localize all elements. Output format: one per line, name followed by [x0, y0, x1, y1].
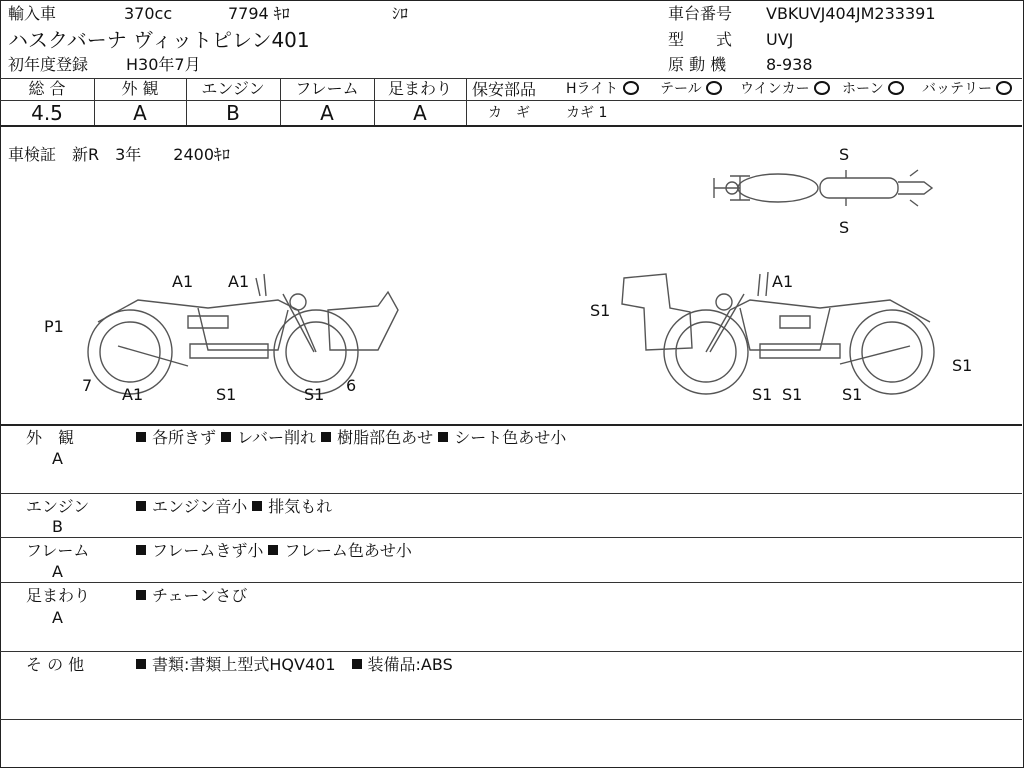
- first-registration: H30年7月: [126, 55, 201, 74]
- divider: [0, 424, 1022, 426]
- note-label-frame: フレーム: [26, 541, 90, 560]
- frame-no: VBKUVJ404JM233391: [766, 4, 936, 23]
- key-value: カギ 1: [566, 105, 608, 121]
- score-suspension: A: [413, 101, 427, 125]
- mark-left: P1: [44, 317, 64, 336]
- check-circle-icon: [623, 81, 639, 95]
- score-header-overall: 総 合: [28, 79, 66, 98]
- displacement: 370cc: [124, 4, 173, 23]
- note-grade-exterior: A: [52, 449, 63, 468]
- divider: [0, 651, 1022, 652]
- divider: [0, 125, 1022, 127]
- check-circle-icon: [706, 81, 722, 95]
- score-engine: B: [226, 101, 240, 125]
- safety-item-headlight: Hライト: [566, 82, 639, 96]
- safety-item-horn: ホーン: [842, 82, 904, 96]
- note-grade-suspension: A: [52, 608, 63, 627]
- divider: [0, 493, 1022, 494]
- divider: [0, 582, 1022, 583]
- note-items-other: 書類:書類上型式HQV401 装備品:ABS: [136, 657, 453, 673]
- frame-no-label: 車台番号: [668, 4, 733, 23]
- divider: [0, 537, 1022, 538]
- first-registration-label: 初年度登録: [8, 55, 89, 74]
- color: ｼﾛ: [392, 4, 409, 23]
- mark-right: S1: [752, 385, 773, 404]
- score-header-frame: フレーム: [295, 79, 359, 98]
- model-name: ハスクバーナ ヴィットピレン401: [8, 28, 310, 52]
- note-label-exterior: 外 観: [26, 428, 75, 447]
- motorcycle-top-view-diagram: [700, 145, 940, 238]
- mark-right: A1: [772, 272, 794, 291]
- mark-left: A1: [122, 385, 144, 404]
- mark-right: S1: [842, 385, 863, 404]
- divider: [0, 719, 1022, 720]
- score-header-exterior: 外 観: [121, 79, 159, 98]
- engine-code: 8-938: [766, 55, 813, 74]
- note-items-frame: フレームきず小 フレーム色あせ小: [136, 543, 412, 559]
- score-exterior: A: [133, 101, 147, 125]
- score-frame: A: [320, 101, 334, 125]
- divider: [466, 100, 1022, 101]
- note-label-suspension: 足まわり: [26, 586, 91, 605]
- safety-label: 保安部品: [472, 80, 537, 99]
- inspection-info: 車検証 新R 3年 2400ｷﾛ: [8, 145, 231, 164]
- safety-item-tail: テール: [660, 82, 722, 96]
- mark-top-s: S: [839, 145, 850, 164]
- mark-left: 6: [346, 376, 357, 395]
- note-label-other: そ の 他: [26, 655, 85, 674]
- key-label: カ ギ: [488, 105, 530, 121]
- mark-right: S1: [952, 356, 973, 375]
- type-value: UVJ: [766, 30, 794, 49]
- mileage: 7794 ｷﾛ: [228, 4, 290, 23]
- note-items-suspension: チェーンさび: [136, 588, 247, 604]
- divider: [466, 78, 467, 125]
- score-overall: 4.5: [31, 101, 63, 125]
- mark-left: 7: [82, 376, 93, 395]
- mark-left: S1: [216, 385, 237, 404]
- mark-right: S1: [782, 385, 803, 404]
- check-circle-icon: [888, 81, 904, 95]
- mark-left: A1: [228, 272, 250, 291]
- mark-left: S1: [304, 385, 325, 404]
- origin: 輸入車: [8, 4, 57, 23]
- type-label: 型 式: [668, 30, 733, 49]
- safety-item-winker: ウインカー: [740, 82, 830, 96]
- mark-left: A1: [172, 272, 194, 291]
- note-items-exterior: 各所きず レバー削れ 樹脂部色あせ シート色あせ小: [136, 430, 566, 446]
- note-items-engine: エンジン音小 排気もれ: [136, 499, 332, 515]
- engine-code-label: 原 動 機: [668, 55, 727, 74]
- score-header-suspension: 足まわり: [387, 79, 452, 98]
- mark-right: S1: [590, 301, 611, 320]
- note-label-engine: エンジン: [26, 497, 90, 516]
- score-header-engine: エンジン: [201, 79, 265, 98]
- note-grade-frame: A: [52, 562, 63, 581]
- check-circle-icon: [814, 81, 830, 95]
- note-grade-engine: B: [52, 517, 63, 536]
- check-circle-icon: [996, 81, 1012, 95]
- mark-top-s: S: [839, 218, 850, 237]
- safety-item-battery: バッテリー: [922, 82, 1012, 96]
